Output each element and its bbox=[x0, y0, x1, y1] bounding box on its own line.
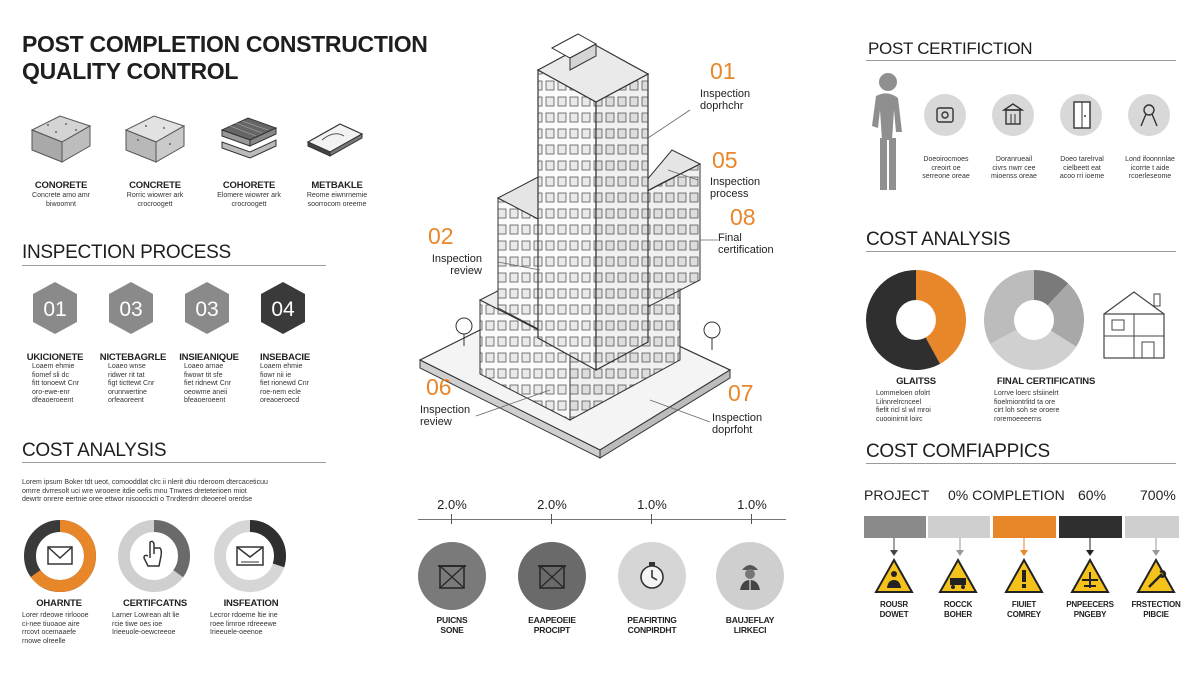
worker-silhouette-icon bbox=[862, 70, 910, 194]
section-divider bbox=[22, 265, 326, 266]
timeline-label: BAUJEFLAY LIRKECI bbox=[725, 615, 775, 635]
donut-chart bbox=[22, 518, 98, 594]
meter-icon bbox=[934, 104, 956, 126]
step-label: INSEBACIE bbox=[260, 352, 310, 363]
section-divider bbox=[866, 463, 1176, 464]
donut-chart-final-certificatins bbox=[980, 266, 1088, 374]
timeline-tick bbox=[751, 514, 752, 524]
warning-exclamation-icon bbox=[1004, 558, 1044, 594]
cost-item-label: INSFEATION bbox=[223, 598, 279, 609]
timeline-label: EAAPEOEIE PROCIPT bbox=[528, 615, 576, 635]
cost-graphics-heading: COST COMFIAPPICS bbox=[866, 441, 1050, 462]
bar-column-label: 700% bbox=[1140, 487, 1176, 503]
timeline-percent: 1.0% bbox=[637, 497, 667, 512]
timeline-percent: 2.0% bbox=[437, 497, 467, 512]
cost-analysis-items bbox=[20, 516, 330, 666]
chart-label: GLAITSS bbox=[896, 376, 936, 387]
progress-bar-segment bbox=[928, 516, 990, 538]
house-section-icon bbox=[1098, 284, 1172, 364]
section-divider bbox=[866, 251, 1176, 252]
cost-analysis-right-heading: COST ANALYSIS bbox=[866, 229, 1011, 250]
inspection-process-heading: INSPECTION PROCESS bbox=[22, 242, 231, 263]
post-certification-heading: POST CERTIFICTION bbox=[868, 39, 1033, 58]
cost-item-desc: Larner Lowrean alt lie rcie tiwe oes ioe Irieeuole-oewcreeoe bbox=[112, 612, 180, 636]
material-desc: Rorric wiowrer ark crocroogett bbox=[126, 192, 184, 208]
progress-bar-segment bbox=[1059, 516, 1122, 538]
hexagon-step-badge bbox=[182, 280, 232, 336]
hand-pointer-icon bbox=[144, 541, 161, 566]
building-icon bbox=[1002, 102, 1024, 126]
tree-icon bbox=[704, 322, 720, 350]
callout-number: 02 bbox=[428, 223, 454, 249]
materials-row bbox=[20, 108, 380, 218]
warning-label: FIUIET COMREY bbox=[1007, 600, 1041, 619]
step-desc: Loaeo wnse ridwer rit tat figt ticttewt Cnr orunrwertine orfeaoreent bbox=[108, 363, 155, 404]
hexagon-step-badge bbox=[258, 280, 308, 336]
step-number: 03 bbox=[195, 298, 219, 321]
page-title-line-2: QUALITY CONTROL bbox=[22, 58, 239, 84]
donut-chart-glaitss bbox=[862, 266, 970, 374]
callout-number: 05 bbox=[712, 147, 738, 173]
timeline-percent: 1.0% bbox=[737, 497, 767, 512]
bar-column-label: 0% COMPLETION bbox=[948, 487, 1065, 503]
callout-number: 08 bbox=[730, 204, 756, 230]
cost-item-desc: Lecror rdoeme ltie ine roee lirnroe rdreeewe Irieeuele-oeenoe bbox=[210, 612, 278, 636]
progress-bar-segment bbox=[1125, 516, 1179, 538]
timeline-tick bbox=[551, 514, 552, 524]
material-label: CONCRETE bbox=[129, 180, 181, 191]
crate-icon bbox=[434, 558, 470, 594]
timeline-percent: 2.0% bbox=[537, 497, 567, 512]
page-title-line-1: POST COMPLETION CONSTRUCTION bbox=[22, 31, 428, 57]
crate-icon bbox=[534, 558, 570, 594]
cost-analysis-heading: COST ANALYSIS bbox=[22, 440, 167, 461]
warning-hazard-icon bbox=[1070, 558, 1110, 594]
step-number: 01 bbox=[43, 298, 67, 321]
bar-column-label: PROJECT bbox=[864, 487, 930, 503]
hexagon-step-badge bbox=[30, 280, 80, 336]
timeline-axis bbox=[418, 519, 786, 520]
step-desc: Loaeo arnae fiwowr tit sfe fiet ridnewt Cnr oeowme aneii bfeaoeroeent bbox=[184, 363, 232, 404]
metal-sheet-icon bbox=[304, 118, 366, 162]
step-desc: Loaem ehmie fiomef sli dc fitt tonoewt Cnr oro-ewe-enr dfeaoeroeent bbox=[32, 363, 80, 404]
donut-chart bbox=[212, 518, 288, 594]
cost-item-label: OHARNTE bbox=[36, 598, 82, 609]
warning-label: ROUSR DOWET bbox=[879, 600, 909, 619]
post-cert-desc: Doranrueail civrs nwrr cee mioenss oreae bbox=[991, 156, 1037, 180]
envelope-icon bbox=[48, 547, 72, 564]
concrete-block-icon bbox=[120, 110, 190, 166]
warning-label: ROCCK BOHER bbox=[943, 600, 973, 619]
section-divider bbox=[22, 462, 326, 463]
material-label: CONORETE bbox=[34, 180, 88, 191]
callout-number: 07 bbox=[728, 380, 754, 406]
material-desc: Concrete amo amr biwoomnt bbox=[32, 192, 90, 208]
donut-chart bbox=[116, 518, 192, 594]
callout-number: 01 bbox=[710, 58, 736, 84]
warning-label: PNPEECERS PNGEBY bbox=[1066, 600, 1114, 619]
progress-bar-segment bbox=[993, 516, 1056, 538]
step-number: 04 bbox=[271, 298, 295, 321]
step-label: INSIEANIQUE bbox=[179, 352, 239, 363]
hexagon-step-badge bbox=[106, 280, 156, 336]
chart-desc: Lommeloen ofolrt Lilnnrelrcnceel fiefit ricl sl wl mroi cuooinirnit loirc bbox=[876, 390, 931, 423]
chart-label: FINAL CERTIFICATINS bbox=[996, 376, 1096, 387]
worker-icon bbox=[732, 556, 768, 594]
material-label: METBAKLE bbox=[311, 180, 363, 191]
callout-text: Inspection process bbox=[710, 176, 761, 200]
inspection-steps bbox=[20, 278, 330, 413]
warning-worker-icon bbox=[874, 558, 914, 594]
warning-vehicle-icon bbox=[938, 558, 978, 594]
callout-number: 06 bbox=[426, 374, 452, 400]
progress-bar-segment bbox=[864, 516, 926, 538]
callout-text: Final certification bbox=[718, 232, 774, 256]
timeline-label: PUICNS SONE bbox=[436, 615, 468, 635]
cost-analysis-paragraph: Lorem ipsum Boker tdt ueot, comooddlat clrc ii nlerit dtiu rderoom dtercaceticuu omrre dvrresolt uci wre wrooere itdie oefis mnu Tnwres dreteterioen miot dewrtr onrere eertnie oree ettwor nisooccicti o Tnrdterdrrr dteoerel orerdse bbox=[22, 479, 268, 503]
step-label: UKICIONETE bbox=[26, 352, 84, 363]
warning-tool-icon bbox=[1136, 558, 1176, 594]
section-divider bbox=[866, 60, 1176, 61]
step-desc: Loaem ehmie fiowr nii ie fiet rionewd Cnr roe-nem ecle oreaoeroecd bbox=[260, 363, 310, 404]
callout-text: Inspection doprhchr bbox=[700, 88, 751, 112]
material-label: COHORETE bbox=[222, 180, 276, 191]
material-desc: Reome eiwnrnemie soorrocom oreeme bbox=[306, 192, 368, 208]
warning-label: FRSTECTION PIBCIE bbox=[1131, 600, 1181, 619]
callout-text: Inspection review bbox=[431, 253, 482, 277]
gear-clock-icon bbox=[634, 558, 670, 594]
timeline-tick bbox=[651, 514, 652, 524]
material-desc: Elomere wiowrer ark crocroogett bbox=[217, 192, 281, 208]
timeline-label: PEAFIRTING CONPIRDHT bbox=[627, 615, 677, 635]
envelope-icon bbox=[237, 547, 263, 565]
compass-icon bbox=[1138, 102, 1160, 128]
timeline-tick bbox=[451, 514, 452, 524]
post-cert-desc: Doeo tarelrval cielbeett eat acoo rri ioeme bbox=[1059, 156, 1105, 180]
step-label: NICTEBAGRLE bbox=[99, 352, 167, 363]
cost-item-label: CERTIFCATNS bbox=[122, 598, 188, 609]
post-cert-desc: Lond ifoonnnlae icorrte t aide rcoerleseome bbox=[1125, 156, 1175, 180]
concrete-block-icon bbox=[26, 110, 96, 166]
callout-text: Inspection review bbox=[420, 404, 471, 428]
step-number: 03 bbox=[119, 298, 143, 321]
layered-slab-icon bbox=[216, 112, 282, 164]
chart-desc: Lorrve loerc sfsiinelrt fioelmiontrlitd ta ore cirt loh soh se oroere roremoeeeerns bbox=[994, 390, 1060, 423]
door-icon bbox=[1071, 100, 1093, 130]
post-cert-items bbox=[914, 94, 1184, 194]
bar-column-label: 60% bbox=[1078, 487, 1107, 503]
callout-text: Inspection doprfoht bbox=[712, 412, 763, 436]
cost-item-desc: Lorer rdeowe rirloooe ci-nee tiuoaoe aire rrcovt ocemaaefe rnowe olreelle bbox=[22, 612, 89, 645]
post-cert-desc: Doeoirocmoes creoirt oe serreone oreae bbox=[922, 156, 970, 180]
